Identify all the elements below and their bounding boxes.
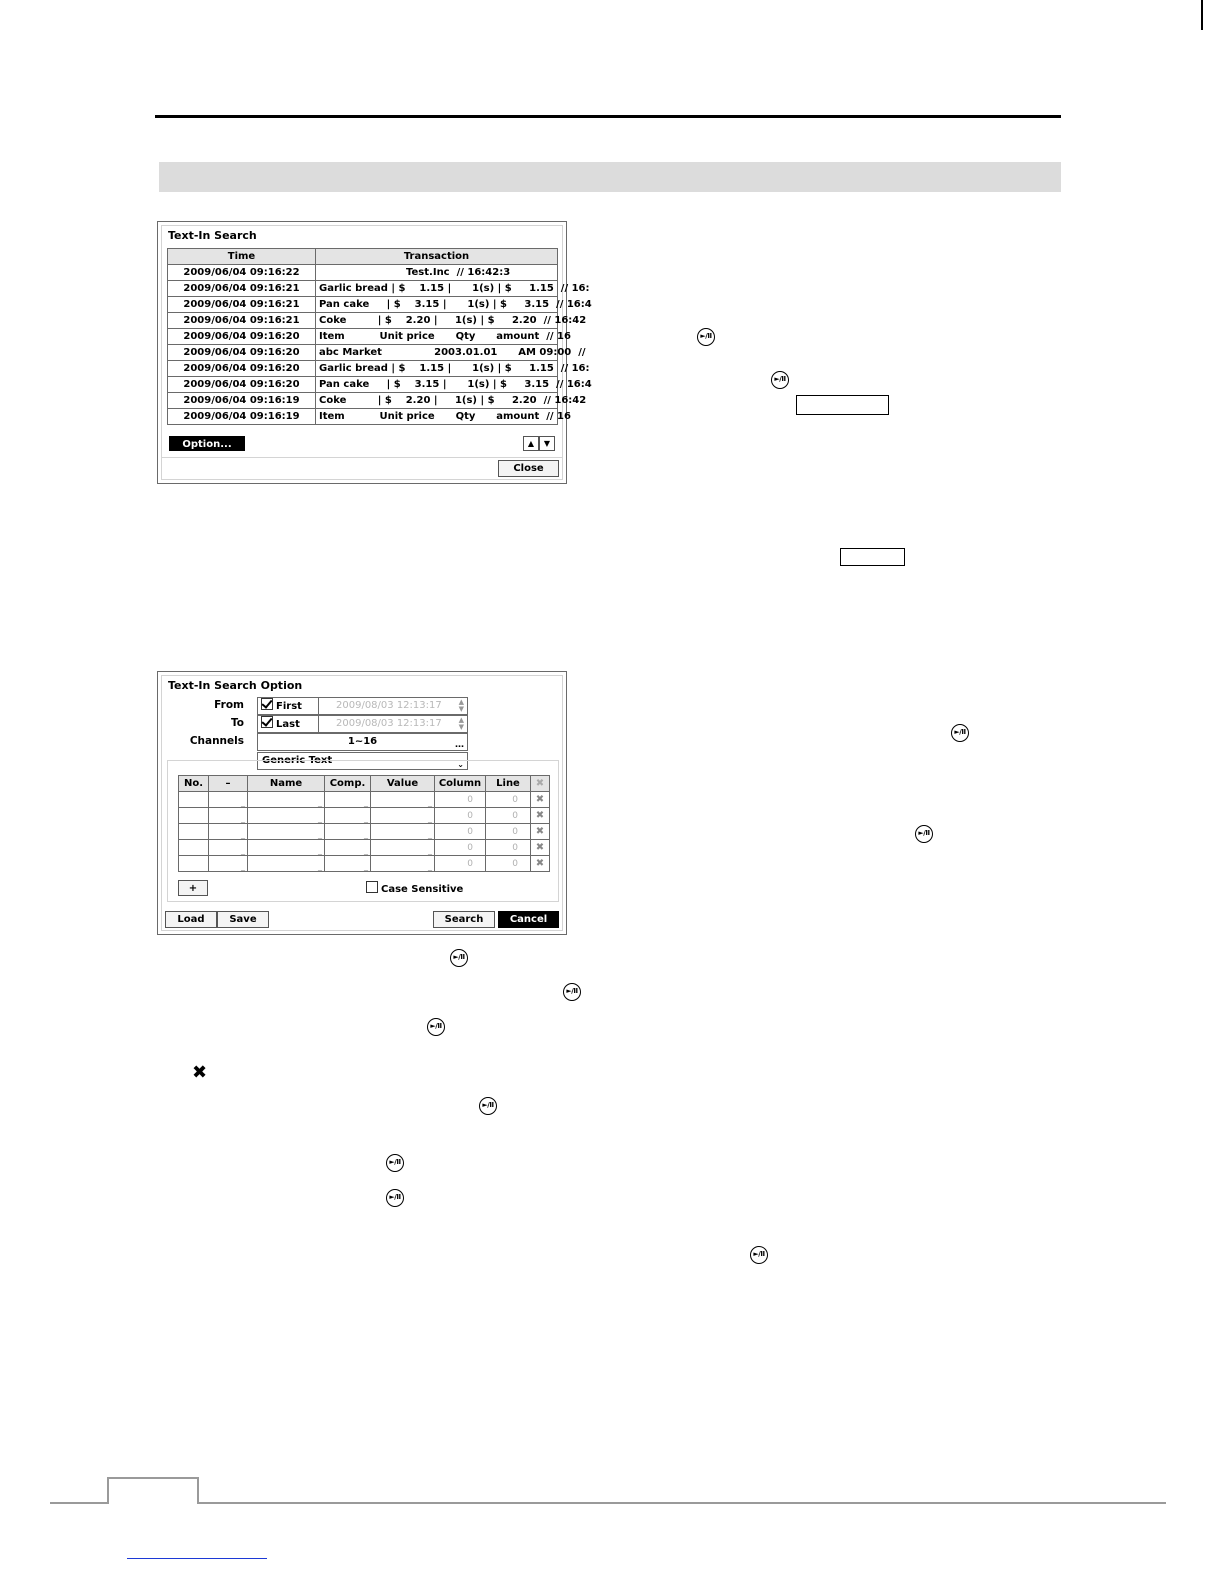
column-header-time[interactable]: Time bbox=[168, 249, 316, 265]
table-row[interactable] bbox=[168, 329, 558, 345]
load-button[interactable]: Load bbox=[165, 911, 217, 928]
row-time: 2009/06/04 09:16:21 bbox=[168, 281, 316, 297]
delete-row-icon[interactable]: ✖ bbox=[531, 824, 550, 840]
row-transaction: Pan cake | $ 3.15 | 1(s) | $ 3.15 // 16:4 bbox=[316, 297, 558, 313]
row-time: 2009/06/04 09:16:19 bbox=[168, 409, 316, 425]
play-pause-button-icon: ►/II bbox=[479, 1097, 497, 1115]
play-pause-button-icon: ►/II bbox=[750, 1246, 768, 1264]
cell-no bbox=[179, 856, 209, 872]
cell-no bbox=[179, 808, 209, 824]
value-field[interactable]: _ bbox=[371, 824, 435, 840]
section-heading-band bbox=[159, 162, 1061, 192]
column-stepper[interactable]: 0 bbox=[435, 824, 486, 840]
row-transaction: Pan cake | $ 3.15 | 1(s) | $ 3.15 // 16:4 bbox=[316, 377, 558, 393]
dialog-title: Text-In Search bbox=[168, 229, 257, 242]
name-selector[interactable]: _ bbox=[248, 824, 325, 840]
value-field[interactable]: _ bbox=[371, 840, 435, 856]
name-selector[interactable]: _ bbox=[248, 808, 325, 824]
table-row[interactable] bbox=[168, 265, 558, 281]
row-transaction: abc Market 2003.01.01 AM 09:00 // bbox=[316, 345, 558, 361]
button-separator bbox=[162, 457, 562, 458]
row-transaction: Item Unit price Qty amount // 16 bbox=[316, 329, 558, 345]
condition-row bbox=[179, 808, 550, 824]
spinner-icon: ▲ ▼ bbox=[458, 716, 464, 731]
row-transaction: Garlic bread | $ 1.15 | 1(s) | $ 1.15 // 16: bbox=[316, 361, 558, 377]
line-stepper[interactable]: 0 bbox=[486, 856, 531, 872]
column-stepper[interactable]: 0 bbox=[435, 840, 486, 856]
line-stepper[interactable]: 0 bbox=[486, 840, 531, 856]
scroll-down-button[interactable]: ▼ bbox=[539, 436, 555, 451]
operator-selector[interactable]: _ bbox=[209, 824, 248, 840]
table-row[interactable] bbox=[168, 281, 558, 297]
play-pause-button-icon: ►/II bbox=[697, 328, 715, 346]
play-pause-button-icon: ►/II bbox=[427, 1018, 445, 1036]
operator-selector[interactable]: _ bbox=[209, 856, 248, 872]
delete-row-icon[interactable]: ✖ bbox=[531, 840, 550, 856]
table-row[interactable] bbox=[168, 409, 558, 425]
row-transaction: Coke | $ 2.20 | 1(s) | $ 2.20 // 16:42 bbox=[316, 393, 558, 409]
row-time: 2009/06/04 09:16:19 bbox=[168, 393, 316, 409]
comp-selector[interactable]: _ bbox=[325, 808, 371, 824]
table-row[interactable] bbox=[168, 313, 558, 329]
condition-row bbox=[179, 824, 550, 840]
dialog-title: Text-In Search Option bbox=[168, 679, 303, 692]
play-pause-button-icon: ►/II bbox=[386, 1189, 404, 1207]
value-field[interactable]: _ bbox=[371, 808, 435, 824]
to-datetime-field[interactable]: 2009/08/03 12:13:17 ▲ ▼ bbox=[318, 715, 468, 733]
row-transaction: Item Unit price Qty amount // 16 bbox=[316, 409, 558, 425]
name-selector[interactable]: _ bbox=[248, 856, 325, 872]
line-stepper[interactable]: 0 bbox=[486, 792, 531, 808]
cell-no bbox=[179, 824, 209, 840]
close-button[interactable]: Close bbox=[498, 460, 559, 477]
option-button-reference-box bbox=[796, 395, 889, 415]
row-time: 2009/06/04 09:16:20 bbox=[168, 329, 316, 345]
play-pause-button-icon: ►/II bbox=[450, 949, 468, 967]
comp-selector[interactable]: _ bbox=[325, 792, 371, 808]
case-sensitive-checkbox[interactable]: Case Sensitive bbox=[363, 881, 463, 895]
name-selector[interactable]: _ bbox=[248, 792, 325, 808]
checkbox-checked-icon bbox=[261, 716, 273, 728]
text-in-search-option-dialog bbox=[157, 671, 567, 935]
col-no: No. bbox=[179, 776, 209, 792]
to-label: To bbox=[231, 717, 244, 729]
text-type-dropdown[interactable]: Generic Text ⌄ bbox=[257, 752, 468, 770]
col-comp: Comp. bbox=[325, 776, 371, 792]
row-time: 2009/06/04 09:16:21 bbox=[168, 313, 316, 329]
from-datetime-field[interactable]: 2009/08/03 12:13:17 ▲ ▼ bbox=[318, 697, 468, 715]
row-transaction: Coke | $ 2.20 | 1(s) | $ 2.20 // 16:42 bbox=[316, 313, 558, 329]
channels-selector[interactable]: 1~16 … bbox=[257, 733, 468, 751]
condition-panel bbox=[167, 760, 559, 902]
cell-no bbox=[179, 792, 209, 808]
row-time: 2009/06/04 09:16:20 bbox=[168, 345, 316, 361]
checkbox-checked-icon bbox=[261, 698, 273, 710]
condition-row bbox=[179, 856, 550, 872]
row-time: 2009/06/04 09:16:20 bbox=[168, 361, 316, 377]
table-row[interactable] bbox=[168, 393, 558, 409]
col-operator: – bbox=[209, 776, 248, 792]
col-line: Line bbox=[486, 776, 531, 792]
play-pause-button-icon: ►/II bbox=[563, 983, 581, 1001]
column-header-transaction[interactable]: Transaction bbox=[316, 249, 558, 265]
play-pause-button-icon: ►/II bbox=[951, 724, 969, 742]
search-button[interactable]: Search bbox=[433, 911, 495, 928]
delete-row-icon[interactable]: ✖ bbox=[531, 856, 550, 872]
col-value: Value bbox=[371, 776, 435, 792]
row-time: 2009/06/04 09:16:20 bbox=[168, 377, 316, 393]
table-row[interactable] bbox=[168, 297, 558, 313]
column-stepper[interactable]: 0 bbox=[435, 808, 486, 824]
operator-selector[interactable]: _ bbox=[209, 792, 248, 808]
col-name: Name bbox=[248, 776, 325, 792]
option-button[interactable]: Option... bbox=[169, 436, 245, 451]
comp-selector[interactable]: _ bbox=[325, 856, 371, 872]
checkbox-unchecked-icon bbox=[366, 881, 378, 893]
footer-link-underline[interactable] bbox=[127, 1558, 267, 1559]
scroll-up-button[interactable]: ▲ bbox=[523, 436, 539, 451]
line-stepper[interactable]: 0 bbox=[486, 824, 531, 840]
play-pause-button-icon: ►/II bbox=[915, 825, 933, 843]
row-time: 2009/06/04 09:16:21 bbox=[168, 297, 316, 313]
header-edge-mark bbox=[1201, 0, 1203, 30]
table-row[interactable] bbox=[168, 345, 558, 361]
header-rule bbox=[155, 115, 1061, 118]
play-pause-button-icon: ►/II bbox=[386, 1154, 404, 1172]
from-first-checkbox[interactable]: First bbox=[257, 697, 319, 715]
play-pause-button-icon: ►/II bbox=[771, 371, 789, 389]
row-time: 2009/06/04 09:16:22 bbox=[168, 265, 316, 281]
save-button[interactable]: Save bbox=[217, 911, 269, 928]
delete-x-icon: ✖ bbox=[192, 1062, 208, 1083]
operator-selector[interactable]: _ bbox=[209, 808, 248, 824]
comp-selector[interactable]: _ bbox=[325, 824, 371, 840]
ellipsis-icon: … bbox=[455, 740, 464, 750]
transaction-table bbox=[167, 248, 592, 425]
cancel-button[interactable]: Cancel bbox=[498, 911, 559, 928]
delete-all-icon[interactable]: ✖ bbox=[531, 776, 550, 792]
close-button-reference-box bbox=[840, 548, 905, 566]
name-selector[interactable]: _ bbox=[248, 840, 325, 856]
chevron-down-icon: ⌄ bbox=[457, 760, 464, 769]
text-in-search-dialog bbox=[157, 221, 592, 484]
value-field[interactable]: _ bbox=[371, 856, 435, 872]
channels-label: Channels bbox=[189, 735, 244, 747]
spinner-icon: ▲ ▼ bbox=[458, 698, 464, 713]
footer-rule bbox=[50, 1502, 1166, 1504]
value-field[interactable]: _ bbox=[371, 792, 435, 808]
comp-selector[interactable]: _ bbox=[325, 840, 371, 856]
col-column: Column bbox=[435, 776, 486, 792]
delete-row-icon[interactable]: ✖ bbox=[531, 808, 550, 824]
condition-table bbox=[178, 775, 550, 872]
row-transaction: Garlic bread | $ 1.15 | 1(s) | $ 1.15 // 16: bbox=[316, 281, 558, 297]
condition-row bbox=[179, 792, 550, 808]
table-row[interactable] bbox=[168, 377, 558, 393]
to-last-checkbox[interactable]: Last bbox=[257, 715, 319, 733]
page-number-tab bbox=[107, 1477, 199, 1504]
cell-no bbox=[179, 840, 209, 856]
delete-row-icon[interactable]: ✖ bbox=[531, 792, 550, 808]
column-stepper[interactable]: 0 bbox=[435, 856, 486, 872]
add-condition-button[interactable]: + bbox=[178, 880, 208, 896]
line-stepper[interactable]: 0 bbox=[486, 808, 531, 824]
table-row[interactable] bbox=[168, 361, 558, 377]
condition-row bbox=[179, 840, 550, 856]
from-label: From bbox=[214, 699, 244, 711]
column-stepper[interactable]: 0 bbox=[435, 792, 486, 808]
operator-selector[interactable]: _ bbox=[209, 840, 248, 856]
row-transaction: Test.Inc // 16:42:3 bbox=[316, 265, 558, 281]
